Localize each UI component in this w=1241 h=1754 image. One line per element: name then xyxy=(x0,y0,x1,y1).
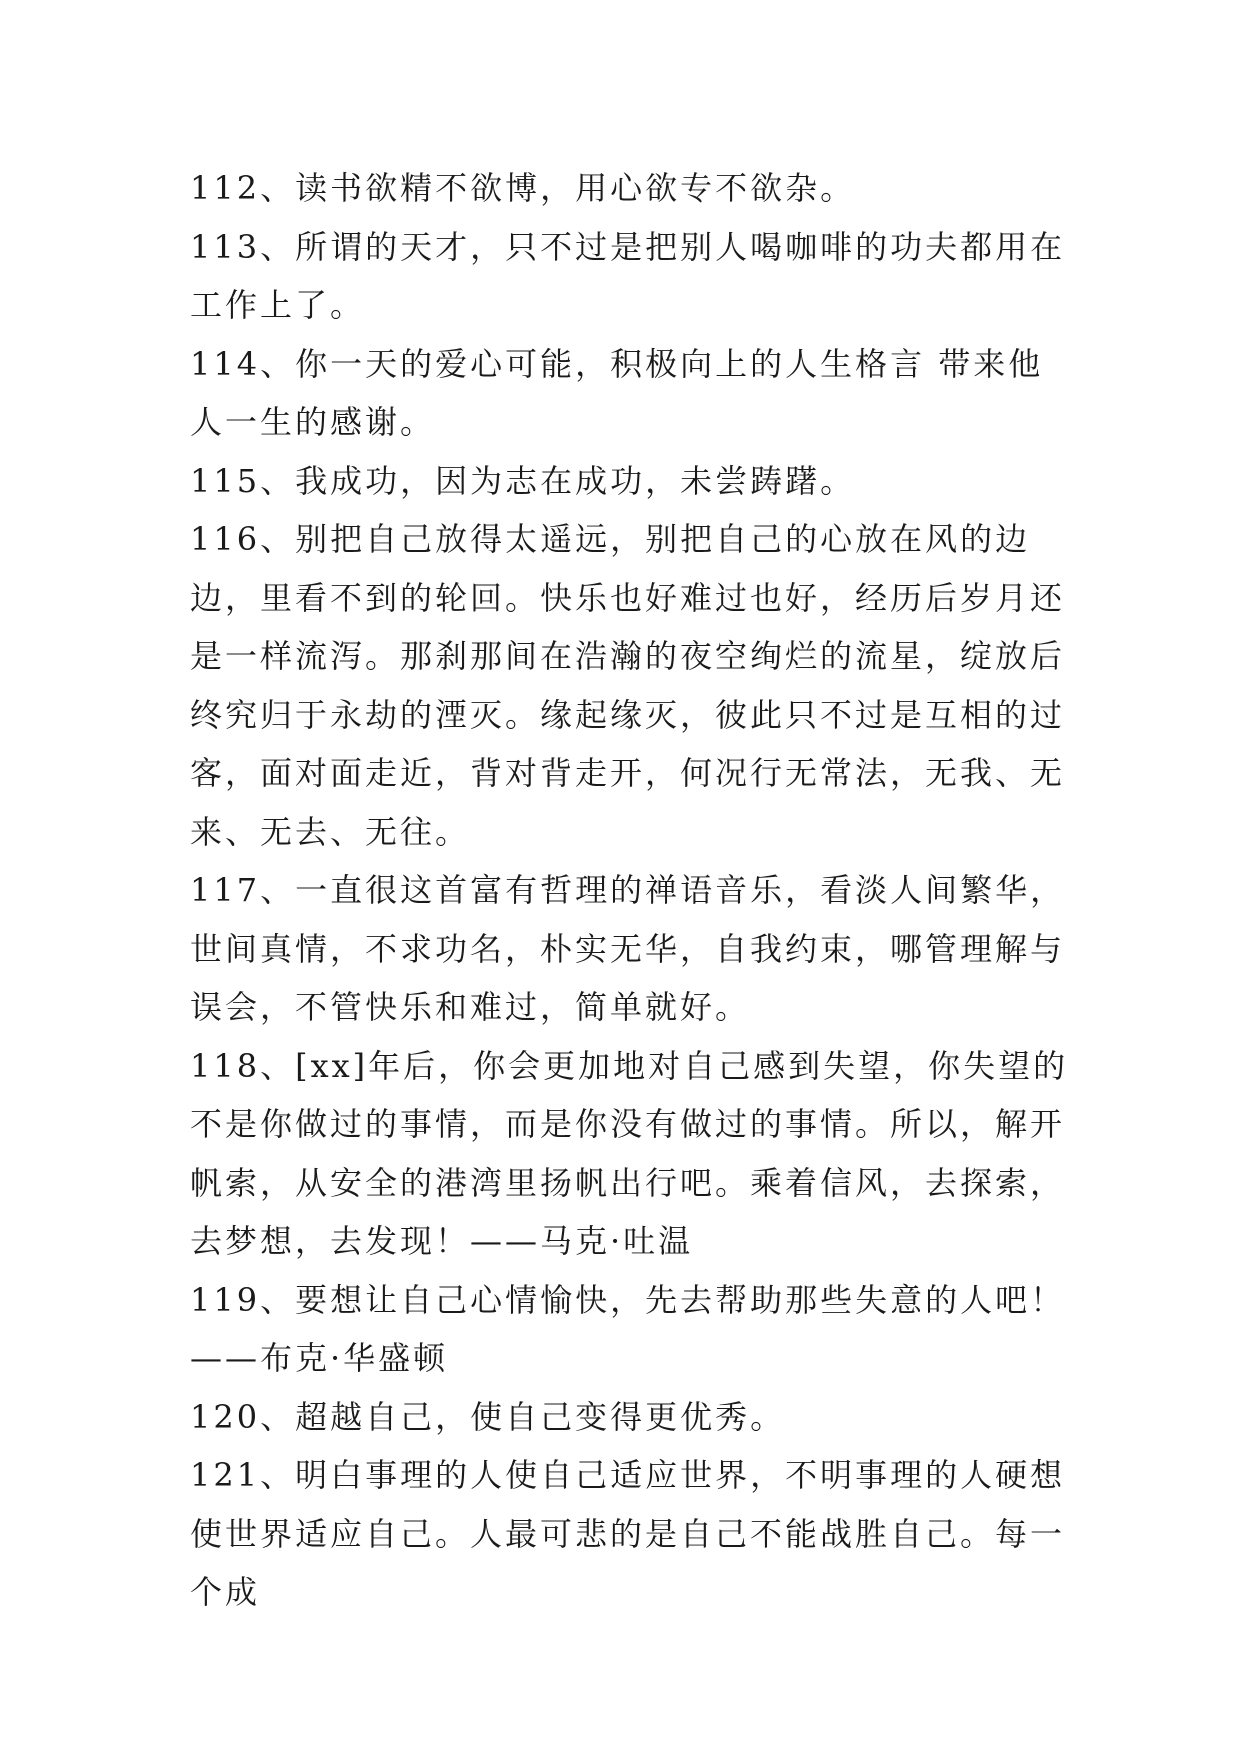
paragraph-121: 121、明白事理的人使自己适应世界，不明事理的人硬想使世界适应自己。人最可悲的是自己不能战胜自己。每一个成 xyxy=(190,1456,1066,1611)
text-body xyxy=(190,159,1070,1622)
paragraph-112: 112、读书欲精不欲博，用心欲专不欲杂。 xyxy=(190,169,856,207)
paragraph-117: 117、一直很这首富有哲理的禅语音乐，看淡人间繁华，世间真情，不求功名，朴实无华，自我约束，哪管理解与误会，不管快乐和难过，简单就好。 xyxy=(190,871,1066,1026)
paragraph-114: 114、你一天的爱心可能，积极向上的人生格言 带来他人一生的感谢。 xyxy=(190,344,1044,441)
paragraph-115: 115、我成功，因为志在成功，未尝踌躇。 xyxy=(190,461,856,500)
paragraph-120: 120、超越自己，使自己变得更优秀。 xyxy=(190,1397,786,1436)
paragraph-113: 113、所谓的天才，只不过是把别人喝咖啡的功夫都用在工作上了。 xyxy=(190,227,1066,324)
paragraph-119: 119、要想让自己心情愉快，先去帮助那些失意的人吧！——布克·华盛顿 xyxy=(190,1280,1066,1377)
paragraph-116: 116、别把自己放得太遥远，别把自己的心放在风的边边，里看不到的轮回。快乐也好难过也好，经历后岁月还是一样流泻。那刹那间在浩瀚的夜空绚烂的流星，绽放后终究归于永劫的湮灭。缘起缘灭，彼此只不过是互相的过客，面对面走近，背对背走开，何况行无常法，无我、无来、无去、无往。 xyxy=(190,520,1066,851)
paragraph-118: 118、[xx]年后，你会更加地对自己感到失望，你失望的不是你做过的事情，而是你没有做过的事情。所以，解开帆索，从安全的港湾里扬帆出行吧。乘着信风，去探索，去梦想，去发现！——马克·吐温 xyxy=(190,1046,1069,1260)
